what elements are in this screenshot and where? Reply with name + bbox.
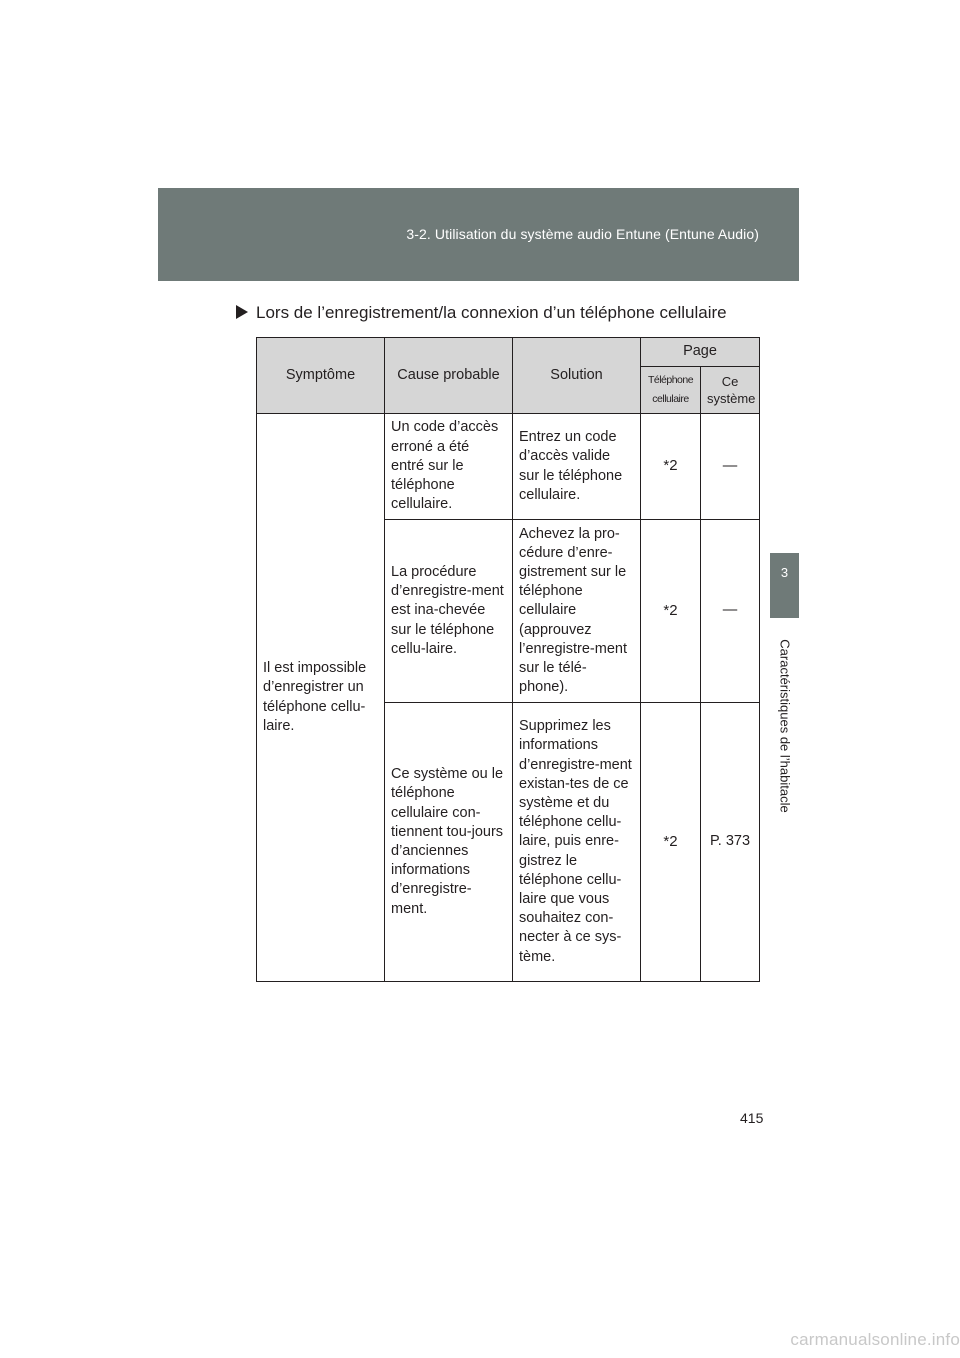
cause-cell: La procédure d’enregistre-ment est ina-chevée sur le téléphone cellu-laire.	[385, 520, 513, 703]
chapter-tab	[770, 553, 799, 618]
solution-cell: Supprimez les informations d’enregistre-ment existan-tes de ce système et du téléphone cellu-laire, puis enre-gistrez le téléphone cellu-laire que vous souhaitez con-necter à ce sys-tème.	[513, 703, 641, 982]
header-page-phone: Téléphone cellulaire	[641, 367, 701, 414]
asterisk-note: *2	[663, 832, 678, 850]
system-ref-cell: —	[701, 414, 760, 520]
solution-cell: Entrez un code d’accès valide sur le téléphone cellulaire.	[513, 414, 641, 520]
header-symptom: Symptôme	[257, 338, 385, 414]
phone-ref-cell	[641, 414, 701, 520]
header-cause: Cause probable	[385, 338, 513, 414]
phone-ref-cell	[641, 703, 701, 982]
table-row	[257, 414, 760, 520]
asterisk-note: *2	[663, 457, 678, 475]
phone-ref-cell	[641, 520, 701, 703]
section-heading	[236, 303, 727, 323]
section-title: 3-2. Utilisation du système audio Entune (Entune Audio)	[406, 226, 759, 242]
troubleshooting-table	[256, 337, 760, 982]
watermark: carmanualsonline.info	[790, 1330, 960, 1349]
system-ref-cell: —	[701, 520, 760, 703]
header-page-system: Ce système	[701, 367, 760, 414]
chapter-number: 3	[780, 565, 789, 580]
page-number: 415	[740, 1110, 764, 1126]
symptom-cell: Il est impossible d’enregistrer un téléphone cellu-laire.	[257, 414, 385, 982]
system-ref-cell: P. 373	[701, 703, 760, 982]
header-solution: Solution	[513, 338, 641, 414]
chapter-label: Caractéristiques de l’habitacle	[777, 639, 793, 813]
cause-cell: Un code d’accès erroné a été entré sur le téléphone cellulaire.	[385, 414, 513, 520]
cause-cell: Ce système ou le téléphone cellulaire con-tiennent tou-jours d’anciennes informations d’enregistre-ment.	[385, 703, 513, 982]
chapter-header-band	[158, 188, 799, 281]
triangle-marker-icon	[236, 305, 248, 319]
solution-cell: Achevez la pro-cédure d’enre-gistrement sur le téléphone cellulaire (approuvez l’enregistre-ment sur le télé-phone).	[513, 520, 641, 703]
section-heading-text: Lors de l’enregistrement/la connexion d’un téléphone cellulaire	[256, 303, 727, 322]
header-page: Page	[641, 338, 760, 367]
asterisk-note: *2	[663, 601, 678, 619]
